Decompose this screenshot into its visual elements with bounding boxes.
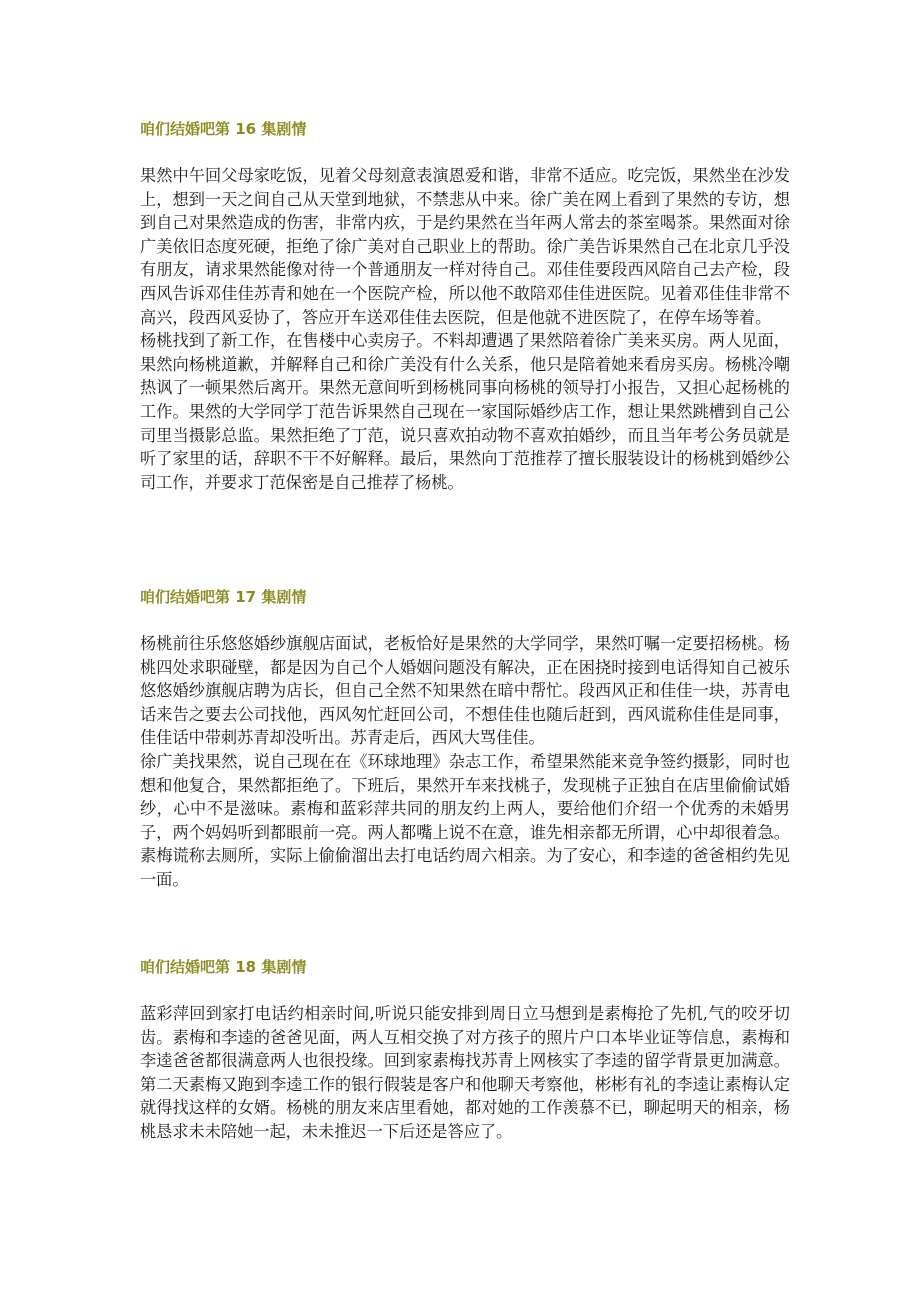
episode-17-paragraph-2: 徐广美找果然，说自己现在在《环球地理》杂志工作，希望果然能来竞争签约摄影，同时也想和他复合，果然都拒绝了。下班后，果然开车来找桃子，发现桃子正独自在店里偷偷试婚纱，心中不是滋味。素梅和蓝彩萍共同的朋友约上两人，要给他们介绍一个优秀的未婚男子，两个妈妈听到都眼前一亮。两人都嘴上说不在意，谁先相亲都无所谓，心中却很着急。素梅谎称去厕所，实际上偷偷溜出去打电话约周六相亲。为了安心，和李逵的爸爸相约先见一面。 [140,751,790,889]
episode-16-title: 咱们结婚吧第 16 集剧情 [140,120,307,138]
episode-16-body [140,164,790,494]
episode-16-paragraph-2: 杨桃找到了新工作，在售楼中心卖房子。不料却遭遇了果然陪着徐广美来买房。两人见面，果然向杨桃道歉，并解释自己和徐广美没有什么关系，他只是陪着她来看房买房。杨桃冷嘲热讽了一顿果然后离开。果然无意间听到杨桃同事向杨桃的领导打小报告，又担心起杨桃的工作。果然的大学同学丁范告诉果然自己现在一家国际婚纱店工作，想让果然跳槽到自己公司里当摄影总监。果然拒绝了丁范，说只喜欢拍动物不喜欢拍婚纱，而且当年考公务员就是听了家里的话，辞职不干不好解释。最后，果然向丁范推荐了擅长服装设计的杨桃到婚纱公司工作，并要求丁范保密是自己推荐了杨桃。 [140,331,790,492]
episode-18-section [140,957,790,1144]
episode-16-paragraph-1: 果然中午回父母家吃饭，见着父母刻意表演恩爱和谐，非常不适应。吃完饭，果然坐在沙发上，想到一天之间自己从天堂到地狱，不禁悲从中来。徐广美在网上看到了果然的专访，想到自己对果然造成的伤害，非常内疚，于是约果然在当年两人常去的茶室喝茶。果然面对徐广美依旧态度死硬，拒绝了徐广美对自己职业上的帮助。徐广美告诉果然自己在北京几乎没有朋友，请求果然能像对待一个普通朋友一样对待自己。邓佳佳要段西风陪自己去产检，段西风告诉邓佳佳苏青和她在一个医院产检，所以他不敢陪邓佳佳进医院。见着邓佳佳非常不高兴，段西风妥协了，答应开车送邓佳佳去医院，但是他就不进医院了，在停车场等着。 [140,166,790,327]
episode-18-body [140,1002,790,1144]
episode-17-body [140,632,790,892]
episode-17-section [140,587,790,892]
episode-17-paragraph-1: 杨桃前往乐悠悠婚纱旗舰店面试，老板恰好是果然的大学同学，果然叮嘱一定要招杨桃。杨桃四处求职碰壁，都是因为自己个人婚姻问题没有解决，正在困挠时接到电话得知自己被乐悠悠婚纱旗舰店聘为店长，但自己全然不知果然在暗中帮忙。段西风正和佳佳一块，苏青电话来告之要去公司找他，西风匆忙赶回公司，不想佳佳也随后赶到，西风谎称佳佳是同事，佳佳话中带刺苏青却没听出。苏青走后，西风大骂佳佳。 [140,634,790,748]
episode-18-paragraph-1: 蓝彩萍回到家打电话约相亲时间,听说只能安排到周日立马想到是素梅抢了先机,气的咬牙切齿。素梅和李逵的爸爸见面，两人互相交换了对方孩子的照片户口本毕业证等信息，素梅和李逵爸爸都很满意两人也很投缘。回到家素梅找苏青上网核实了李逵的留学背景更加满意。第二天素梅又跑到李逵工作的银行假装是客户和他聊天考察他，彬彬有礼的李逵让素梅认定就得找这样的女婿。杨桃的朋友来店里看她，都对她的工作羡慕不已，聊起明天的相亲，杨桃恳求未未陪她一起，未未推迟一下后还是答应了。 [140,1004,790,1141]
episode-16-section [140,119,790,494]
episode-17-title: 咱们结婚吧第 17 集剧情 [140,588,307,606]
episode-18-title: 咱们结婚吧第 18 集剧情 [140,958,307,976]
